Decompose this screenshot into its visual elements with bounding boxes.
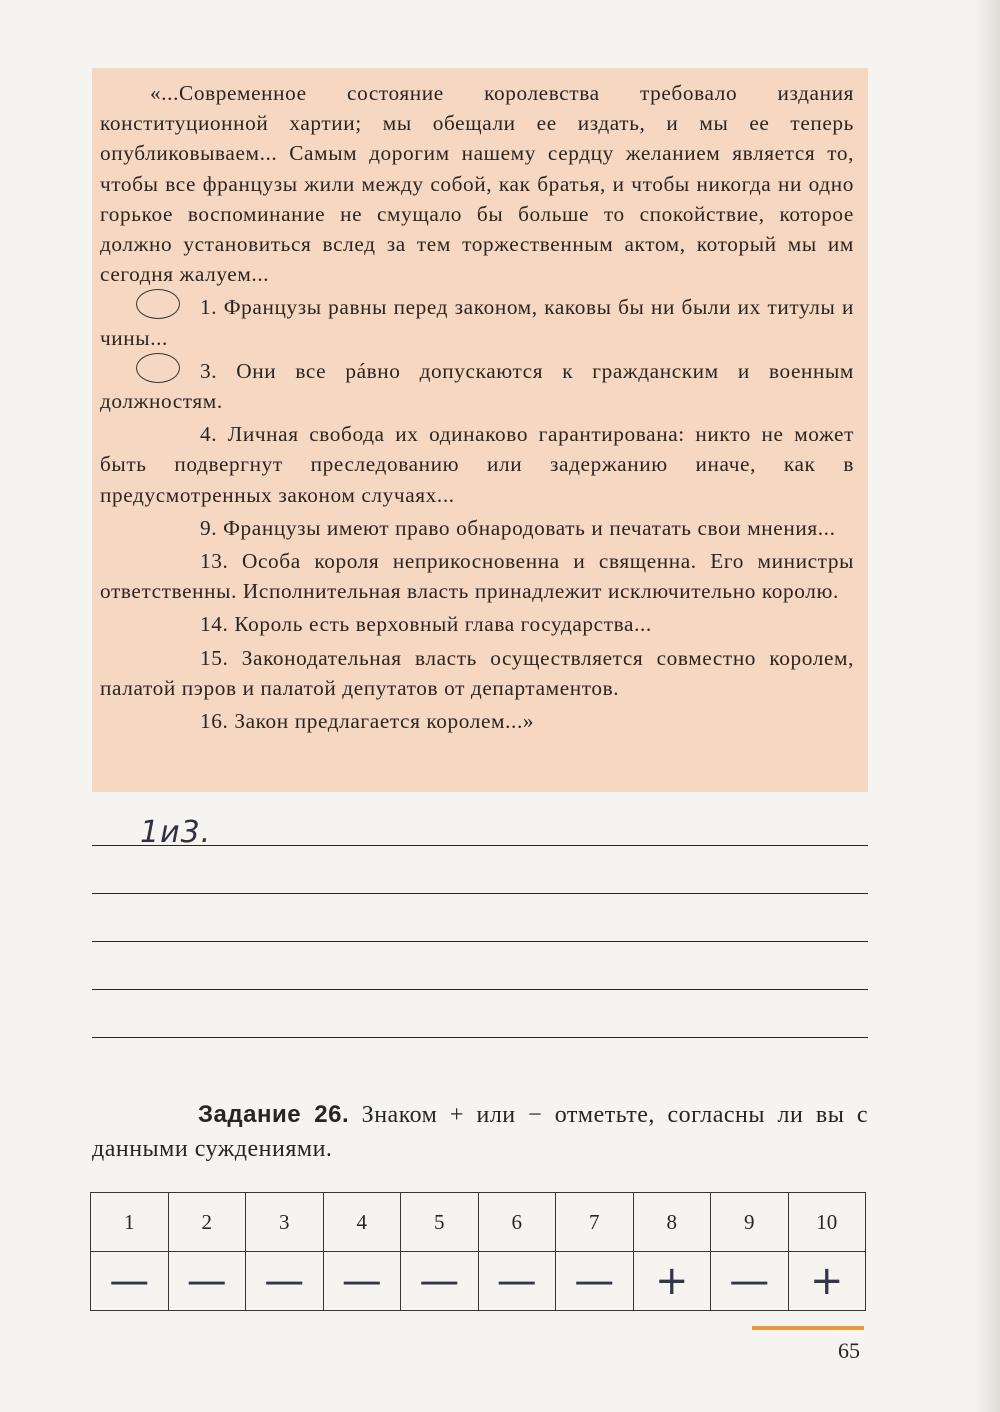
judgment-mark-cell[interactable]: —: [401, 1252, 479, 1311]
charter-quote: [100, 78, 854, 739]
article-text: Король есть верховный глава государства...: [228, 612, 652, 637]
judgment-mark-cell[interactable]: —: [168, 1252, 246, 1311]
judgment-number-cell: 3: [246, 1193, 324, 1252]
article-item: [100, 513, 854, 543]
judgment-number-cell: 5: [401, 1193, 479, 1252]
page-number-rule: [752, 1326, 864, 1330]
answer-line[interactable]: [92, 1037, 868, 1038]
article-text: Закон предлагается королем...»: [228, 709, 535, 734]
judgment-mark-cell[interactable]: —: [478, 1252, 556, 1311]
circled-article-number: 1.: [150, 292, 217, 322]
article-number: 15.: [200, 645, 229, 670]
judgment-mark-cell[interactable]: —: [91, 1252, 169, 1311]
judgment-mark-cell[interactable]: +: [788, 1252, 866, 1311]
judgment-mark-cell[interactable]: —: [556, 1252, 634, 1311]
task-26: [92, 1098, 868, 1166]
task-paragraph: [92, 1098, 868, 1166]
article-text: Французы равны перед законом, каковы бы ни были их титулы и чины...: [100, 295, 854, 350]
article-list: [100, 292, 854, 736]
article-item: [100, 356, 854, 416]
article-number: 9.: [200, 515, 218, 540]
article-number: 4.: [200, 422, 218, 447]
article-item: [100, 609, 854, 639]
judgment-number-cell: 7: [556, 1193, 634, 1252]
answer-line[interactable]: [92, 845, 868, 846]
answer-line[interactable]: [92, 893, 868, 894]
judgment-number-cell: 2: [168, 1193, 246, 1252]
answers-table: [90, 1192, 866, 1311]
numbers-row: [91, 1193, 866, 1252]
page-binding-shadow: [974, 0, 1000, 1412]
article-text: Они все рáвно допускаются к гражданским и военным должностям.: [100, 358, 854, 414]
judgment-mark-cell[interactable]: —: [323, 1252, 401, 1311]
article-item: [100, 643, 854, 703]
article-text: Особа короля неприкосновенна и священна. Его министры ответственны. Исполнительная власть принадлежит исключительно королю.: [100, 549, 854, 604]
page-number: 65: [838, 1338, 860, 1363]
article-text: Личная свобода их одинаково гарантирована: никто не может быть подвергнут преследованию или задержанию иначе, как в предусмотренных законом случаях...: [100, 422, 854, 507]
judgment-number-cell: 6: [478, 1193, 556, 1252]
task-title: Задание 26.: [198, 1101, 350, 1128]
judgment-mark-cell[interactable]: +: [633, 1252, 711, 1311]
answer-line[interactable]: [92, 989, 868, 990]
article-text: Законодательная власть осуществляется совместно королем, палатой пэров и палатой депутатов от департаментов.: [100, 645, 854, 700]
judgment-number-cell: 1: [91, 1193, 169, 1252]
judgment-number-cell: 8: [633, 1193, 711, 1252]
answer-line[interactable]: [92, 941, 868, 942]
circled-article-number: 3.: [150, 356, 217, 386]
article-text: Французы имеют право обнародовать и печатать свои мнения...: [217, 515, 836, 540]
article-item: [100, 292, 854, 352]
judgment-mark-cell[interactable]: —: [711, 1252, 789, 1311]
article-number: 16.: [200, 709, 229, 734]
article-item: [100, 706, 854, 736]
article-number: 13.: [200, 549, 229, 574]
handwritten-answer: 1и3.: [140, 815, 212, 850]
task-text: Знаком + или − отметьте, согласны ли вы с данными суждениями.: [92, 1102, 869, 1162]
judgment-number-cell: 4: [323, 1193, 401, 1252]
article-item: [100, 546, 854, 606]
marks-row: [91, 1252, 866, 1311]
judgment-number-cell: 10: [788, 1193, 866, 1252]
quote-intro: «...Современное состояние королевства требовало издания конституционной хартии; мы обещали ее издать, и мы ее теперь опубликовываем... Самым дорогим нашему сердцу желанием является то, чтобы все французы жили между собой, как братья, и чтобы никогда ни одно горькое воспоминание не смущало бы больше то спокойствие, которое должно установиться вслед за тем торжественным актом, который мы им сегодня жалуем...: [100, 81, 854, 287]
article-number: 14.: [200, 612, 229, 637]
judgment-number-cell: 9: [711, 1193, 789, 1252]
judgment-mark-cell[interactable]: —: [246, 1252, 324, 1311]
article-item: [100, 419, 854, 510]
